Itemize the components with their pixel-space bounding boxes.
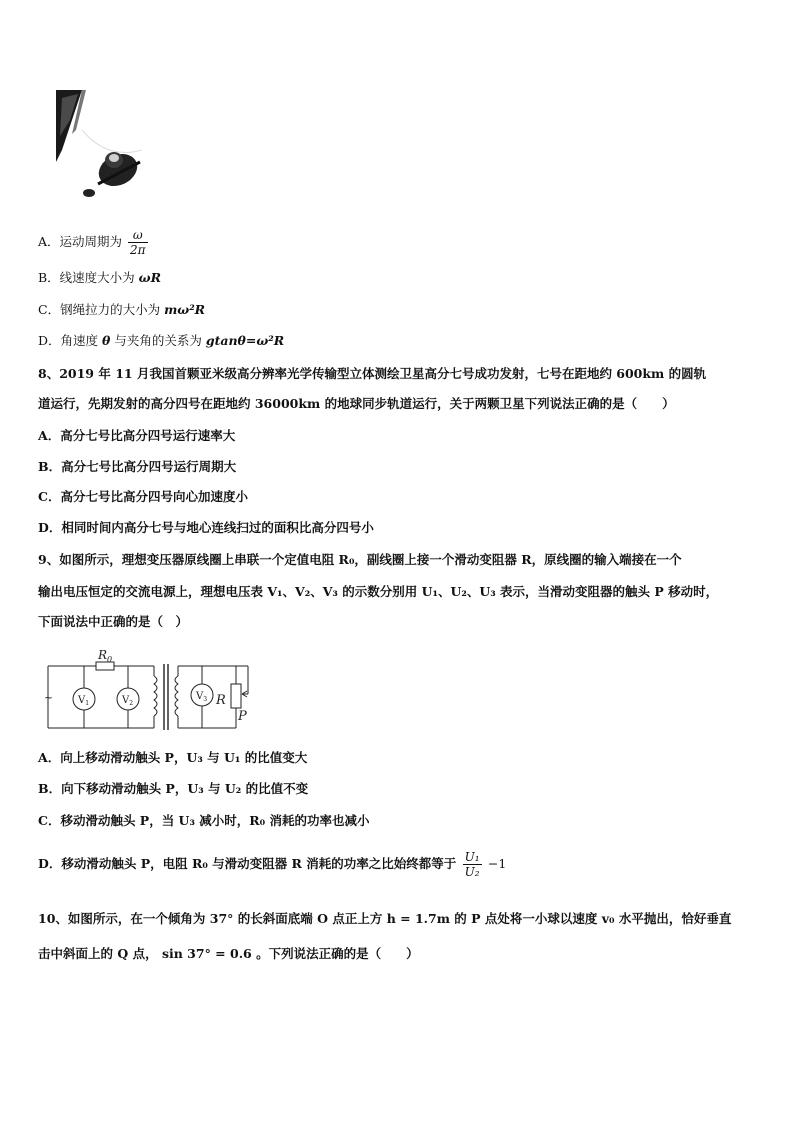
q7-option-b: [38, 270, 161, 286]
q9-option-d-numerator: U₁: [464, 850, 480, 864]
q9-stem-line1: 9、如图所示，理想变压器原线圈上串联一个定值电阻 R₀，副线圈上接一个滑动变阻器 R，原线圈的输入端接在一个: [38, 552, 682, 567]
q7-option-b-text: B．线速度大小为: [38, 270, 135, 285]
r0-label: $R_0$: [98, 648, 113, 664]
v2-label: $V_2$: [122, 695, 134, 707]
q7-option-a-denominator: 2π: [130, 243, 146, 257]
q8-stem-line1: 8、2019 年 11 月我国首颗亚米级高分辨率光学传输型立体测绘卫星高分七号成功发射，七号在距地约 600km 的圆轨: [38, 366, 707, 381]
q8-option-b: B．高分七号比高分四号运行周期大: [38, 459, 237, 474]
q10-stem-line2: 击中斜面上的 Q 点， sin 37° = 0.6 。下列说法正确的是（ ）: [38, 946, 419, 961]
q10-stem-line1: 10、如图所示，在一个倾角为 37° 的长斜面底端 O 点正上方 h = 1.7m 的 P 点处将一小球以速度 v₀ 水平抛出，恰好垂直: [38, 911, 732, 926]
q7-option-a-text: A．运动周期为: [38, 234, 123, 249]
q7-option-c: [38, 302, 205, 318]
q7-option-d-math: gtanθ=ω²R: [205, 333, 285, 348]
q9-option-b: B．向下移动滑动触头 P，U₃ 与 U₂ 的比值不变: [38, 781, 309, 796]
q8-stem-line2: 道运行，先期发射的高分四号在距地约 36000km 的地球同步轨道运行，关于两颗卫星下列说法正确的是（ ）: [38, 396, 675, 411]
q7-option-a: [38, 228, 150, 257]
r-label: R: [216, 693, 226, 708]
v1-label: $V_1$: [78, 695, 90, 707]
p-label: P: [238, 709, 247, 724]
q8-option-d: D．相同时间内高分七号与地心连线扫过的面积比高分四号小: [38, 520, 374, 535]
q7-option-b-math: ωR: [138, 270, 161, 285]
q9-option-d-fraction: [463, 850, 482, 879]
q7-option-a-numerator: ω: [132, 228, 143, 242]
q9-option-d-text: D．移动滑动触头 P，电阻 R₀ 与滑动变阻器 R 消耗的功率之比始终都等于: [38, 856, 457, 871]
q9-option-d: [38, 850, 506, 879]
q9-stem-line2: 输出电压恒定的交流电源上，理想电压表 V₁、V₂、V₃ 的示数分别用 U₁、U₂、U₃ 表示，当滑动变阻器的触头 P 移动时，: [38, 584, 719, 599]
q7-option-d: [38, 333, 284, 349]
ac-source-symbol: ~: [44, 691, 54, 704]
q9-option-c: C．移动滑动触头 P，当 U₃ 减小时，R₀ 消耗的功率也减小: [38, 813, 370, 828]
bobsled-photo: [52, 90, 152, 202]
q9-option-a: A．向上移动滑动触头 P，U₃ 与 U₁ 的比值变大: [38, 750, 308, 765]
q9-option-d-denominator: U₂: [464, 865, 480, 879]
q7-option-d-text: D．角速度: [38, 333, 99, 348]
q7-option-d-mid: 与夹角的关系为: [114, 333, 202, 348]
q9-stem-line3: 下面说法中正确的是（ ）: [38, 614, 189, 629]
v3-label: $V_3$: [196, 691, 208, 703]
q7-option-a-fraction: [128, 228, 148, 257]
q7-option-d-theta: θ: [102, 333, 111, 348]
q7-option-c-text: C．钢绳拉力的大小为: [38, 302, 161, 317]
q7-option-c-math: mω²R: [164, 302, 206, 317]
transformer-circuit-diagram: [40, 648, 260, 738]
q9-option-d-suffix: −1: [487, 856, 507, 871]
q8-option-c: C．高分七号比高分四号向心加速度小: [38, 489, 248, 504]
q8-option-a: A．高分七号比高分四号运行速率大: [38, 428, 236, 443]
